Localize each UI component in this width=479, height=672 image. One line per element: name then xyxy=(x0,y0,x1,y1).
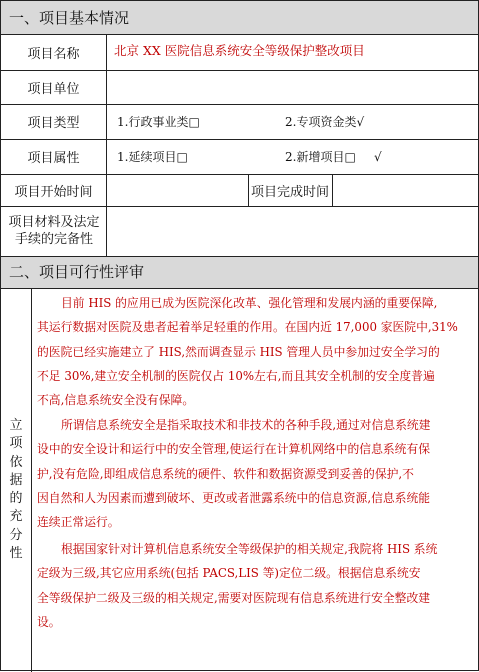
project-type-option-special-fund: 2.专项资金类√ xyxy=(285,115,365,129)
divider xyxy=(31,288,32,672)
paragraph-line: 定级为三级,其它应用系统(包括 PACS,LIS 等)定位二级。根据信息系统安 xyxy=(37,566,421,581)
label-char: 项 xyxy=(9,436,23,452)
basis-paragraph xyxy=(37,291,473,412)
section1-title: 一、项目基本情况 xyxy=(9,9,130,27)
paragraph-line: 因自然和人为因素而遭到破坏、更改或者泄露系统中的信息资源,信息系统能 xyxy=(37,490,431,505)
divider xyxy=(1,288,478,289)
label-char: 分 xyxy=(9,527,23,543)
paragraph-line: 不足 30%,建立安全机制的医院仅占 10%左右,而且其安全机制的安全度普遍 xyxy=(37,368,435,383)
paragraph-line: 目前 HIS 的应用已成为医院深化改革、强化管理和发展内涵的重要保障, xyxy=(61,296,438,310)
project-type-label: 项目类型 xyxy=(27,116,80,131)
paragraph-line: 的医院已经实施建立了 HIS,然而调查显示 HIS 管理人员中参加过安全学习的 xyxy=(37,344,440,359)
project-basis-label xyxy=(1,419,31,561)
section2-header xyxy=(1,256,478,288)
project-name-label: 项目名称 xyxy=(27,46,80,62)
label-char: 立 xyxy=(9,418,23,433)
project-type-option-admin: 1.行政事业类□ xyxy=(117,115,200,129)
label-char: 的 xyxy=(9,491,23,507)
label-char: 性 xyxy=(9,545,23,561)
project-name-value: 北京 XX 医院信息系统安全等级保护整改项目 xyxy=(114,43,365,58)
project-attr-option-continued: 1.延续项目□ xyxy=(117,150,188,164)
label-char: 据 xyxy=(9,472,23,488)
paragraph-line: 全等级保护二级及三级的相关规定,需要对医院现有信息系统进行安全整改建 xyxy=(37,590,431,605)
divider xyxy=(106,34,107,256)
label-char: 依 xyxy=(9,454,23,470)
divider xyxy=(248,174,249,206)
paragraph-line: 设中的安全设计和运行中的安全管理,使运行在计算机网络中的信息系统有保 xyxy=(37,442,431,457)
start-time-label: 项目开始时间 xyxy=(14,184,93,200)
section1-header xyxy=(1,1,478,34)
project-attr-option-new: 2.新增项目□ xyxy=(285,150,356,164)
paragraph-line: 护,没有危险,即组成信息系统的硬件、软件和数据资源受到妥善的保护,不 xyxy=(37,466,414,481)
paragraph-line: 不高,信息系统安全没有保障。 xyxy=(37,393,195,408)
end-time-label: 项目完成时间 xyxy=(250,184,329,200)
project-attr-label: 项目属性 xyxy=(27,151,80,166)
paragraph-line: 其运行数据对医院及患者起着举足轻重的作用。在国内近 17,000 家医院中,31% xyxy=(37,320,458,335)
paragraph-line: 根据国家针对计算机信息系统安全等级保护的相关规定,我院将 HIS 系统 xyxy=(61,542,438,556)
section2-title: 二、项目可行性评审 xyxy=(9,263,145,281)
basis-paragraph xyxy=(37,413,473,534)
paragraph-line: 所谓信息系统安全是指采取技术和非技术的各种手段,通过对信息系统建 xyxy=(61,418,431,432)
divider xyxy=(332,174,333,206)
divider xyxy=(1,256,478,257)
materials-label: 项目材料及法定手续的完备性 xyxy=(8,215,100,247)
check-mark-icon: √ xyxy=(374,150,382,164)
paragraph-line: 设。 xyxy=(37,614,61,629)
project-unit-label: 项目单位 xyxy=(27,81,80,97)
label-char: 充 xyxy=(9,509,23,525)
basis-paragraph xyxy=(37,537,473,634)
paragraph-line: 连续正常运行。 xyxy=(37,515,120,530)
